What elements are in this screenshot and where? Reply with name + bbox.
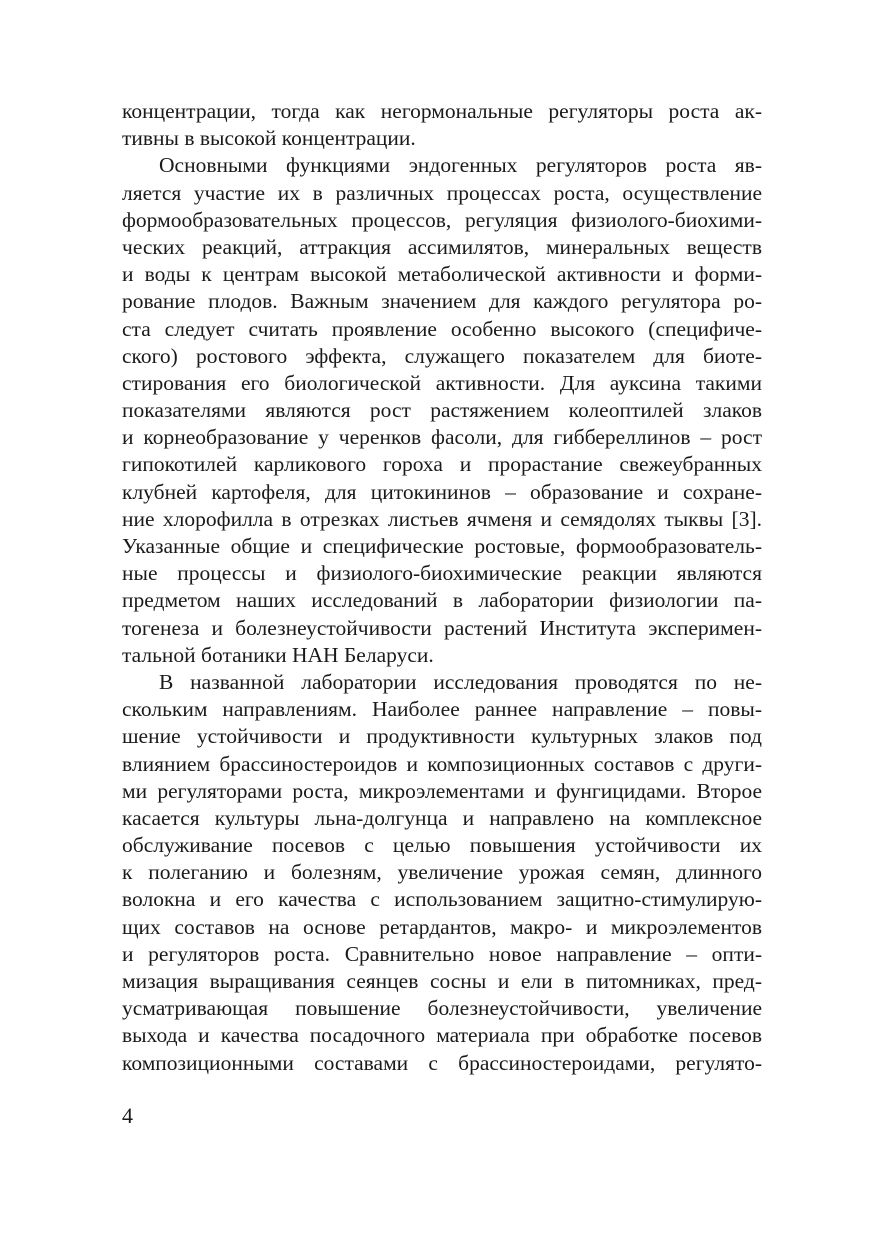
text-line: концентрации, тогда как негормональные регуляторы роста ак-: [122, 99, 762, 123]
paragraph-first-line: В названной лаборатории исследования проводятся по не-: [159, 669, 762, 694]
text-line: рование плодов. Важным значением для каждого регулятора ро-: [122, 289, 762, 314]
text-line: гипокотилей карликового гороха и прорастание свежеубранных: [122, 452, 762, 477]
text-line: ние хлорофилла в отрезках листьев ячменя и семядолях тыквы [3].: [122, 506, 762, 531]
text-line: ческих реакций, аттракция ассимилятов, минеральных веществ: [122, 234, 762, 259]
text-line: ми регуляторами роста, микроэлементами и фунгицидами. Второе: [122, 778, 762, 803]
text-line: тогенеза и болезнеустойчивости растений Института эксперимен-: [122, 615, 762, 640]
text-line: клубней картофеля, для цитокининов – образование и сохране-: [122, 479, 762, 504]
paragraph-first-line: Основными функциями эндогенных регуляторов роста яв-: [159, 153, 762, 178]
page-number: 4: [122, 1103, 133, 1128]
text-line: стирования его биологической активности. Для ауксина такими: [122, 370, 762, 395]
text-line: усматривающая повышение болезнеустойчивости, увеличение: [122, 996, 762, 1021]
body-text: [122, 98, 762, 1077]
text-line: выхода и качества посадочного материала при обработке посевов: [122, 1023, 762, 1048]
text-line: формообразовательных процессов, регуляция физиолого-биохими-: [122, 207, 762, 232]
text-line: показателями являются рост растяжением колеоптилей злаков: [122, 398, 762, 423]
text-line: предметом наших исследований в лаборатории физиологии па-: [122, 588, 762, 613]
text-line: волокна и его качества с использованием защитно-стимулирую-: [122, 887, 762, 912]
text-line: влиянием брассиностероидов и композиционных составов с други-: [122, 751, 762, 776]
text-line: ляется участие их в различных процессах роста, осуществление: [122, 180, 762, 205]
text-line: и корнеобразование у черенков фасоли, для гиббереллинов – рост: [122, 425, 762, 450]
text-line: обслуживание посевов с целью повышения устойчивости их: [122, 833, 762, 858]
text-line: ные процессы и физиолого-биохимические реакции являются: [122, 561, 762, 586]
text-line: касается культуры льна-долгунца и направлено на комплексное: [122, 805, 762, 830]
text-line: скольким направлениям. Наиболее раннее направление – повы-: [122, 697, 762, 722]
text-line: к полеганию и болезням, увеличение урожая семян, длинного: [122, 860, 762, 885]
text-line: композиционными составами с брассиностероидами, регулято-: [122, 1050, 762, 1075]
text-line: Указанные общие и специфические ростовые, формообразователь-: [122, 534, 762, 558]
text-line: ского) ростового эффекта, служащего показателем для биоте-: [122, 343, 762, 368]
text-line: щих составов на основе ретардантов, макро- и микроэлементов: [122, 914, 762, 939]
text-line: и воды к центрам высокой метаболической активности и форми-: [122, 262, 762, 287]
text-line: тальной ботаники НАН Беларуси.: [122, 642, 434, 667]
text-line: шение устойчивости и продуктивности культурных злаков под: [122, 724, 762, 749]
text-line: мизация выращивания сеянцев сосны и ели в питомниках, пред-: [122, 969, 762, 993]
text-line: ста следует считать проявление особенно высокого (специфиче-: [122, 316, 762, 341]
text-line: и регуляторов роста. Сравнительно новое направление – опти-: [122, 941, 762, 966]
text-line: тивны в высокой концентрации.: [122, 126, 416, 151]
